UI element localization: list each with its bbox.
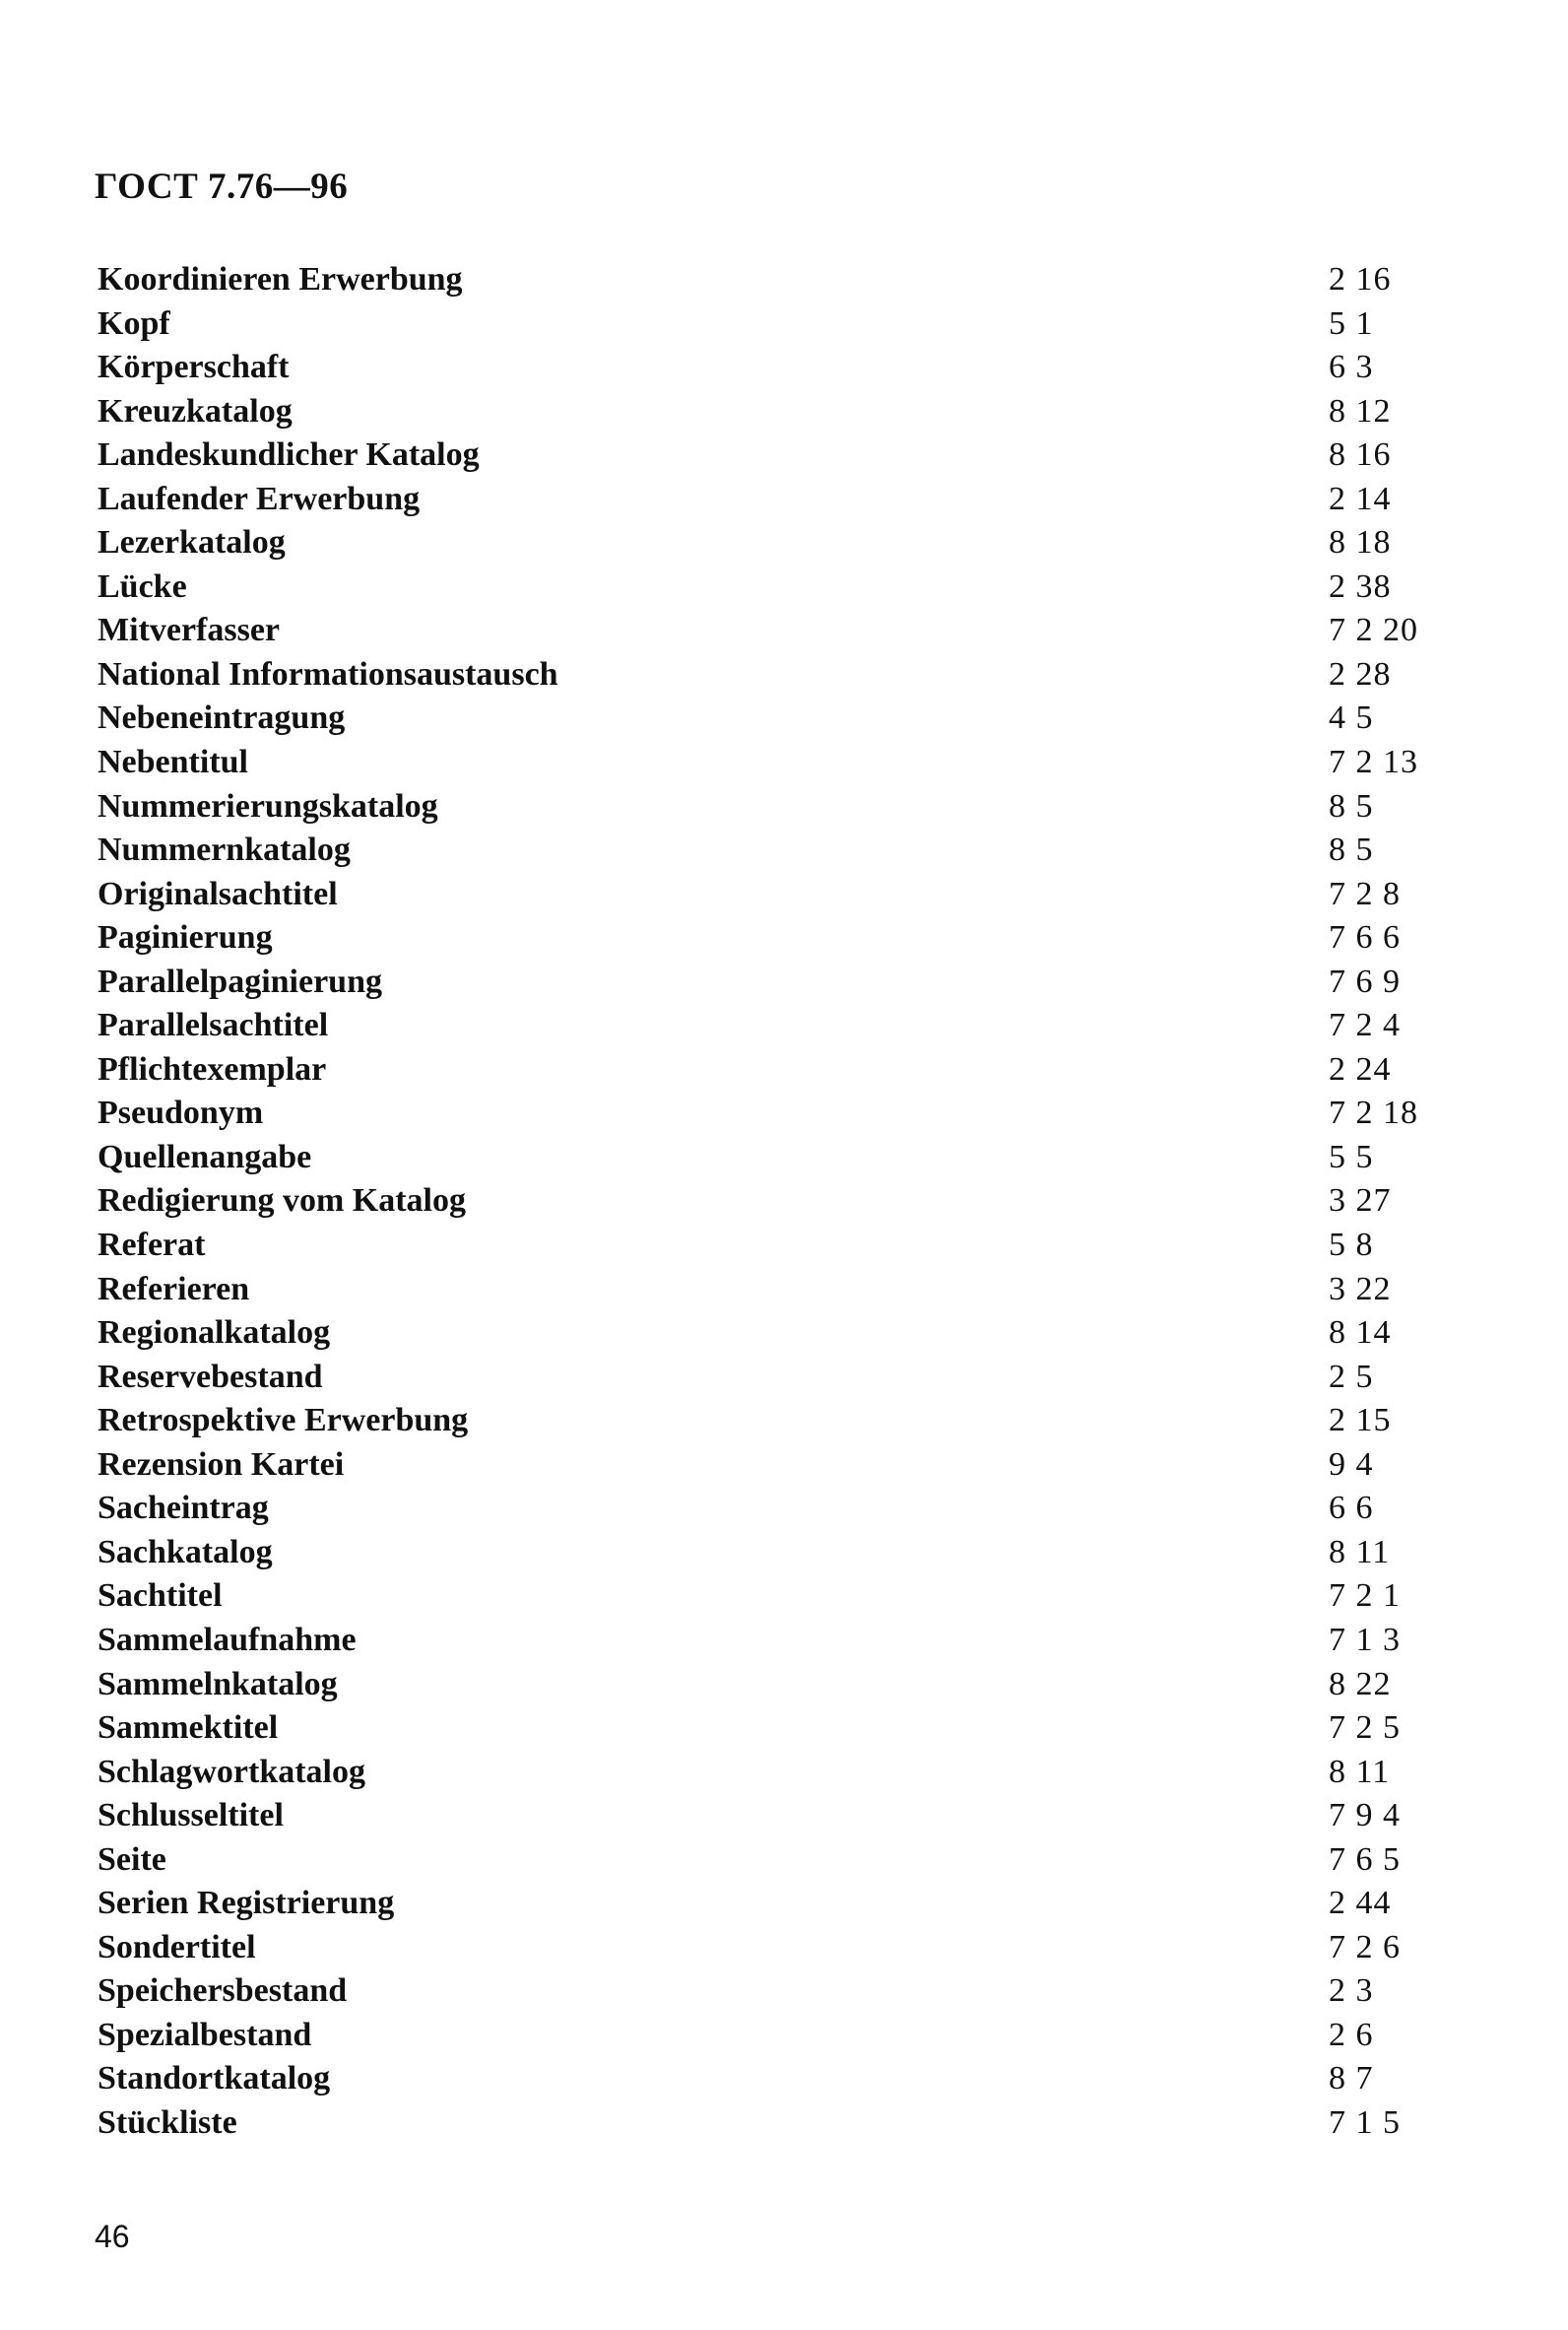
index-term: Sammelaufnahme (98, 1621, 357, 1658)
index-term: Lücke (98, 567, 187, 605)
index-ref: 7 6 6 (1329, 919, 1401, 957)
index-entry (98, 873, 1457, 917)
index-entry (98, 1882, 1457, 1926)
index-ref: 2 24 (1329, 1050, 1392, 1088)
index-entry (98, 2101, 1457, 2146)
index-ref: 8 12 (1329, 392, 1392, 430)
index-ref: 2 28 (1329, 655, 1392, 693)
index-entry (98, 1487, 1457, 1531)
index-entry (98, 1443, 1457, 1488)
index-term: Quellenangabe (98, 1138, 312, 1175)
index-term: Lezerkatalog (98, 524, 286, 562)
index-entry (98, 961, 1457, 1005)
index-ref: 7 2 1 (1329, 1577, 1401, 1615)
index-term: Speichersbestand (98, 1972, 348, 2010)
index-entry (98, 521, 1457, 566)
index-entry (98, 609, 1457, 653)
index-ref: 7 2 18 (1329, 1095, 1418, 1132)
index-entry (98, 1663, 1457, 1707)
index-ref: 2 38 (1329, 567, 1392, 605)
index-ref: 7 1 5 (1329, 2103, 1401, 2141)
index-ref: 2 6 (1329, 2016, 1374, 2053)
index-entry (98, 1268, 1457, 1312)
index-entry (98, 785, 1457, 830)
index-term: Nebentitul (98, 744, 248, 781)
index-term: Schlusseltitel (98, 1797, 284, 1834)
index-ref: 8 14 (1329, 1314, 1392, 1352)
index-ref: 2 16 (1329, 261, 1392, 298)
index-entry (98, 1224, 1457, 1268)
index-term: Nummernkatalog (98, 832, 351, 869)
index-term: Reservebestand (98, 1358, 323, 1395)
index-term: Standortkatalog (98, 2060, 331, 2097)
index-entry (98, 1706, 1457, 1751)
index-entry (98, 741, 1457, 785)
index-entry (98, 1619, 1457, 1663)
index-entry (98, 829, 1457, 873)
index-term: Körperschaft (98, 349, 290, 386)
index-term: Retrospektive Erwerbung (98, 1402, 469, 1439)
index-entry (98, 390, 1457, 434)
index-ref: 4 5 (1329, 699, 1374, 737)
index-entry (98, 697, 1457, 741)
index-term: Nebeneintragung (98, 699, 346, 737)
index-entry (98, 1838, 1457, 1883)
index-ref: 7 1 3 (1329, 1621, 1401, 1658)
index-entry (98, 1092, 1457, 1136)
index-ref: 7 2 13 (1329, 744, 1418, 781)
index-ref: 3 27 (1329, 1182, 1392, 1220)
index-ref: 5 8 (1329, 1227, 1374, 1264)
index-entry (98, 2057, 1457, 2101)
index-ref: 2 15 (1329, 1402, 1392, 1439)
page-number: 46 (95, 2219, 130, 2254)
index-ref: 8 5 (1329, 787, 1374, 825)
index-term: Pseudonym (98, 1095, 264, 1132)
index-ref: 5 1 (1329, 304, 1374, 342)
index-term: Serien Registrierung (98, 1885, 395, 1922)
index-term: Kopf (98, 304, 170, 342)
index-entry (98, 1048, 1457, 1093)
index-ref: 2 3 (1329, 1972, 1374, 2010)
index-ref: 8 7 (1329, 2060, 1374, 2097)
index-ref: 7 6 9 (1329, 963, 1401, 1000)
index-term: Spezialbestand (98, 2016, 312, 2053)
index-entry (98, 1969, 1457, 2014)
index-term: Landeskundlicher Katalog (98, 436, 480, 474)
index-term: Sachkatalog (98, 1533, 273, 1570)
index-entry (98, 1531, 1457, 1575)
index-ref: 2 44 (1329, 1885, 1392, 1922)
index-term: Referieren (98, 1270, 250, 1307)
index-ref: 9 4 (1329, 1445, 1374, 1483)
index-term: National Informationsaustausch (98, 655, 558, 693)
index-entry (98, 916, 1457, 961)
index-entry (98, 1356, 1457, 1400)
index-ref: 6 3 (1329, 349, 1374, 386)
index-term: Pflichtexemplar (98, 1050, 327, 1088)
index-ref: 2 5 (1329, 1358, 1374, 1395)
index-entry (98, 302, 1457, 347)
index-term: Seite (98, 1840, 166, 1878)
index-ref: 7 2 4 (1329, 1007, 1401, 1044)
index-entry (98, 1179, 1457, 1224)
index-entry (98, 1574, 1457, 1619)
index-ref: 6 6 (1329, 1490, 1374, 1527)
index-entry (98, 653, 1457, 698)
index-term: Regionalkatalog (98, 1314, 331, 1352)
index-entry (98, 478, 1457, 522)
index-ref: 7 9 4 (1329, 1797, 1401, 1834)
index-term: Nummerierungskatalog (98, 787, 438, 825)
index-entry (98, 1751, 1457, 1795)
index-term: Schlagwortkatalog (98, 1753, 365, 1790)
index-ref: 7 6 5 (1329, 1840, 1401, 1878)
index-term: Sacheintrag (98, 1490, 269, 1527)
index-entry (98, 1399, 1457, 1443)
index-term: Koordinieren Erwerbung (98, 261, 463, 298)
index-entry (98, 2014, 1457, 2058)
index-term: Originalsachtitel (98, 875, 338, 912)
index-term: Parallelsachtitel (98, 1007, 329, 1044)
index-entry (98, 1136, 1457, 1180)
page-header: ГОСТ 7.76—96 (95, 166, 349, 207)
index-term: Referat (98, 1227, 206, 1264)
index-term: Sammelnkatalog (98, 1665, 338, 1702)
index-ref: 7 2 8 (1329, 875, 1401, 912)
index-term: Sondertitel (98, 1928, 256, 1965)
index-ref: 8 11 (1329, 1533, 1391, 1570)
index-ref: 7 2 6 (1329, 1928, 1401, 1965)
index-ref: 8 16 (1329, 436, 1392, 474)
index-ref: 8 18 (1329, 524, 1392, 562)
index-ref: 3 22 (1329, 1270, 1392, 1307)
index-term: Redigierung vom Katalog (98, 1182, 466, 1220)
index-ref: 8 11 (1329, 1753, 1391, 1790)
index-term: Stückliste (98, 2103, 237, 2141)
index-term: Sammektitel (98, 1709, 279, 1747)
index-term: Rezension Kartei (98, 1445, 345, 1483)
index-entry (98, 1004, 1457, 1048)
index-ref: 8 5 (1329, 832, 1374, 869)
index-entry (98, 1311, 1457, 1356)
index-term: Kreuzkatalog (98, 392, 293, 430)
index-ref: 7 2 5 (1329, 1709, 1401, 1747)
index-entry (98, 346, 1457, 390)
index-term: Mitverfasser (98, 612, 281, 649)
index-ref: 5 5 (1329, 1138, 1374, 1175)
index-term: Parallelpaginierung (98, 963, 382, 1000)
index-list (98, 258, 1457, 2146)
index-entry (98, 1926, 1457, 1970)
index-term: Paginierung (98, 919, 273, 957)
index-ref: 2 14 (1329, 480, 1392, 517)
index-term: Laufender Erwerbung (98, 480, 421, 517)
index-ref: 8 22 (1329, 1665, 1392, 1702)
index-term: Sachtitel (98, 1577, 223, 1615)
index-ref: 7 2 20 (1329, 612, 1418, 649)
index-entry (98, 1794, 1457, 1838)
index-entry (98, 566, 1457, 610)
index-entry (98, 433, 1457, 478)
index-entry (98, 258, 1457, 302)
